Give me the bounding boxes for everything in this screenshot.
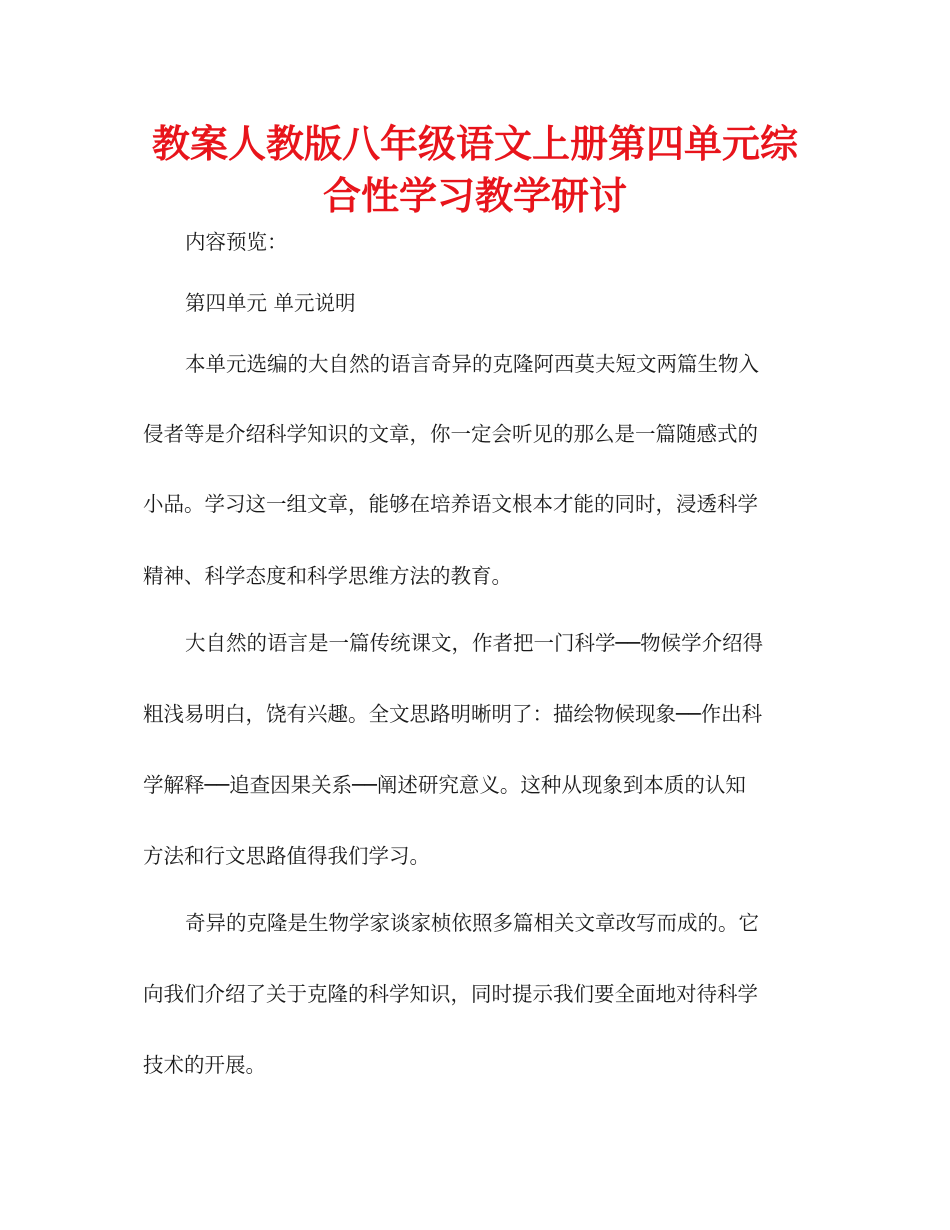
- paragraph-line: 大自然的语言是一篇传统课文，作者把一门科学──物候学介绍得: [185, 631, 764, 655]
- paragraph-line: 粗浅易明白，饶有兴趣。全文思路明晰明了：描绘物候现象──作出科: [143, 702, 763, 726]
- document-title: 教案人教版八年级语文上册第四单元综合性学习教学研讨: [151, 122, 798, 218]
- unit-heading: 第四单元 单元说明: [185, 291, 356, 315]
- paragraph-line: 方法和行文思路值得我们学习。: [143, 844, 430, 868]
- paragraph-line: 学解释──追查因果关系──阐述研究意义。这种从现象到本质的认知: [143, 773, 746, 797]
- preview-label: 内容预览：: [185, 230, 288, 254]
- paragraph-line: 技术的开展。: [143, 1053, 266, 1077]
- paragraph-line: 向我们介绍了关于克隆的科学知识，同时提示我们要全面地对待科学: [143, 982, 758, 1006]
- paragraph-line: 本单元选编的大自然的语言奇异的克隆阿西莫夫短文两篇生物入: [185, 352, 759, 376]
- paragraph-line: 精神、科学态度和科学思维方法的教育。: [143, 564, 512, 588]
- paragraph-line: 小品。学习这一组文章，能够在培养语文根本才能的同时，浸透科学: [143, 492, 758, 516]
- paragraph-line: 侵者等是介绍科学知识的文章，你一定会听见的那么是一篇随感式的: [143, 422, 758, 446]
- paragraph-line: 奇异的克隆是生物学家谈家桢依照多篇相关文章改写而成的。它: [185, 911, 759, 935]
